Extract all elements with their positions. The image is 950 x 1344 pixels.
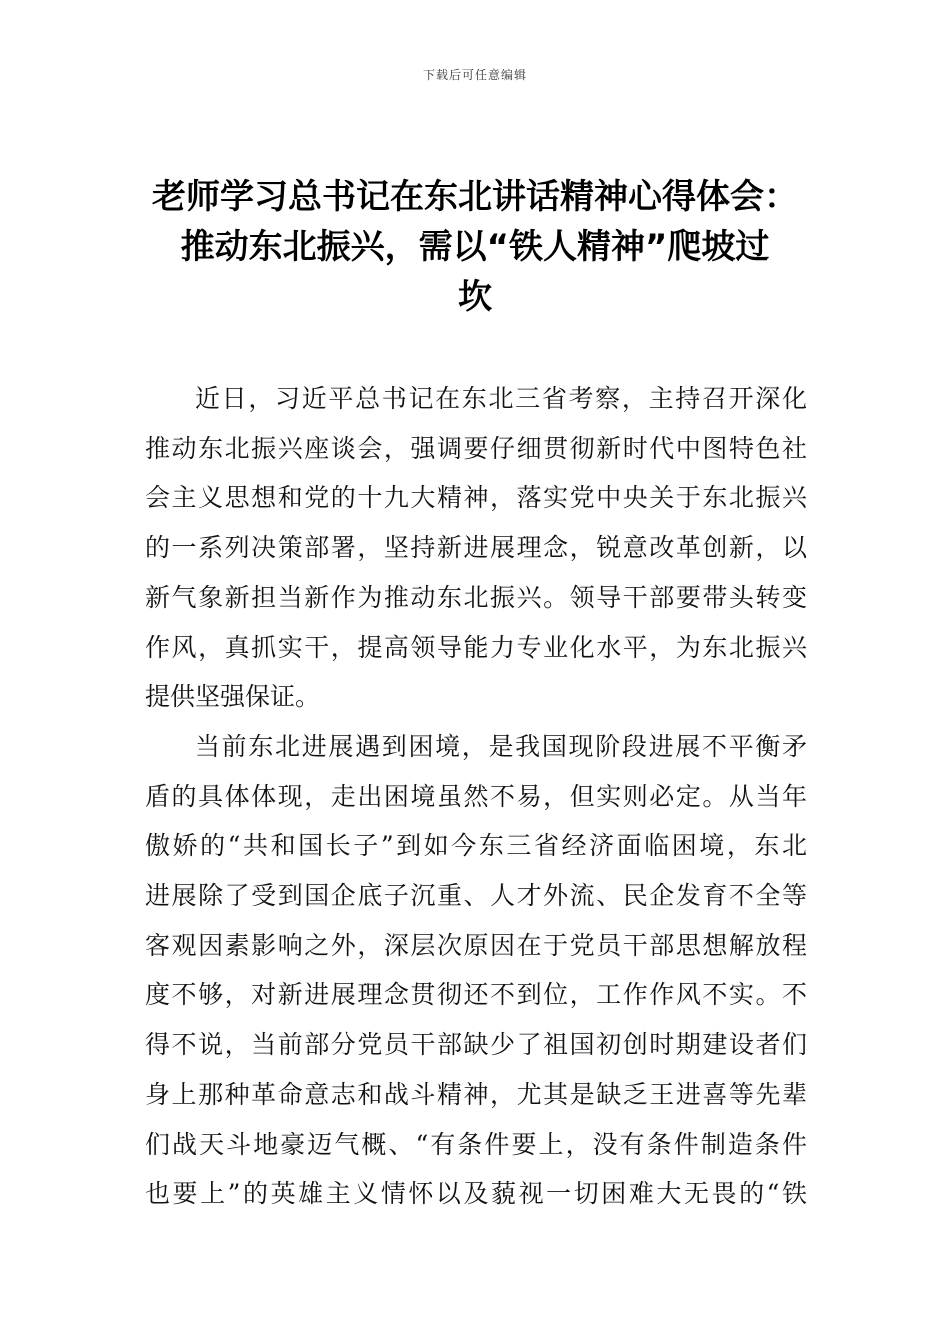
paragraph-line: 作风，真抓实干，提高领导能力专业化水平，为东北振兴 [145,632,807,662]
title-line: 坎 [458,277,492,317]
paragraph-line: 提供坚强保证。 [145,682,321,712]
paragraph-line: 会主义思想和党的十九大精神，落实党中央关于东北振兴 [145,483,807,513]
paragraph-line: 身上那种革命意志和战斗精神，尤其是缺乏王进喜等先辈 [145,1079,807,1109]
paragraph-line: 新气象新担当新作为推动东北振兴。领导干部要带头转变 [145,582,807,612]
paragraph-line: 当前东北进展遇到困境，是我国现阶段进展不平衡矛 [195,731,807,761]
header-note: 下载后可任意编辑 [422,68,527,82]
paragraph-line: 度不够，对新进展理念贯彻还不到位，工作作风不实。不 [145,980,807,1010]
document-body [145,374,807,1219]
paragraph [145,722,807,1219]
paragraph-line: 傲娇的“共和国长子”到如今东三省经济面临困境，东北 [145,831,807,861]
paragraph-line: 得不说，当前部分党员干部缺少了祖国初创时期建设者们 [145,1030,807,1060]
paragraph [145,374,807,722]
paragraph-line: 也要上”的英雄主义情怀以及藐视一切困难大无畏的“铁 [145,1179,807,1209]
paragraph-line: 们战天斗地豪迈气概、“有条件要上，没有条件制造条件 [145,1129,807,1159]
title-line: 推动东北振兴，需以“铁人精神”爬坡过 [180,227,770,267]
paragraph-line: 的一系列决策部署，坚持新进展理念，锐意改革创新，以 [145,533,807,563]
paragraph-line: 盾的具体体现，走出困境虽然不易，但实则必定。从当年 [145,781,807,811]
title-line: 老师学习总书记在东北讲话精神心得体会： [152,177,798,217]
paragraph-line: 客观因素影响之外，深层次原因在于党员干部思想解放程 [145,930,807,960]
paragraph-line: 近日，习近平总书记在东北三省考察，主持召开深化 [195,384,807,413]
document-title [145,172,805,322]
paragraph-line: 进展除了受到国企底子沉重、人才外流、民企发育不全等 [145,881,807,911]
paragraph-line: 推动东北振兴座谈会，强调要仔细贯彻新时代中图特色社 [145,433,807,463]
